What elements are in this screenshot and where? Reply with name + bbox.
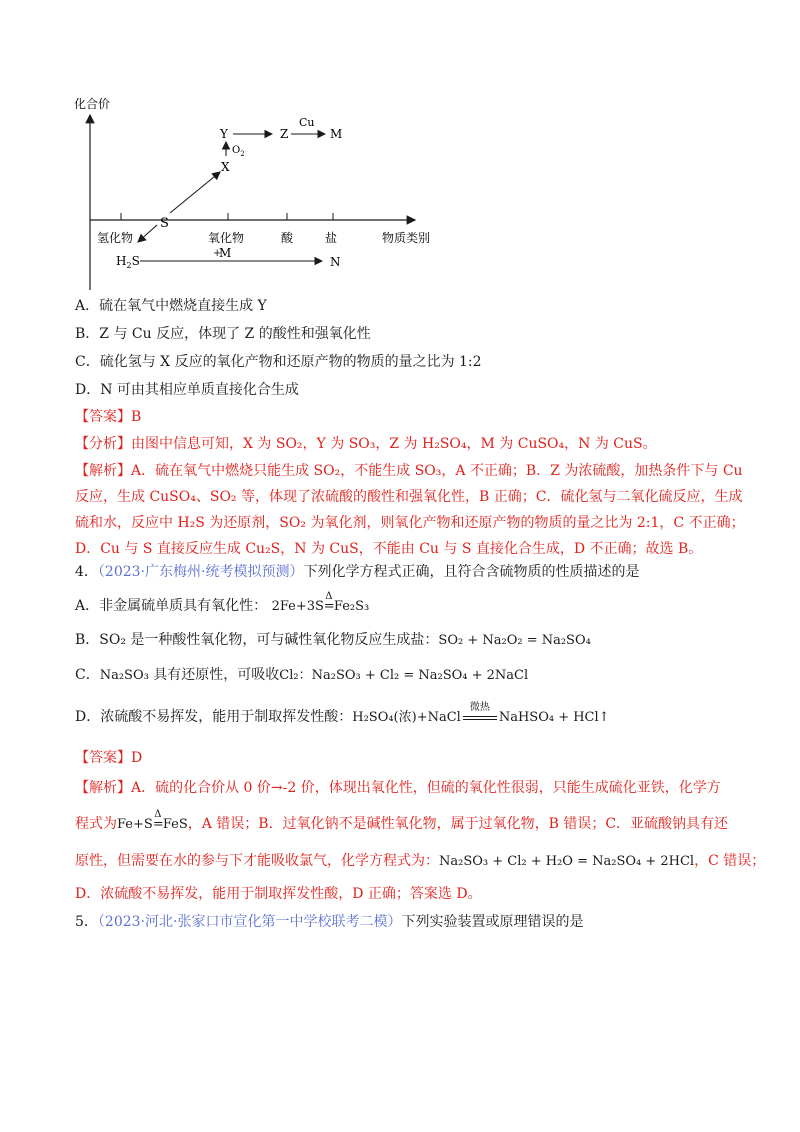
q3-analysis: 【分析】由图中信息可知，X 为 SO₂，Y 为 SO₃，Z 为 H₂SO₄，M 为 CuSO₄，N 为 CuS。 xyxy=(75,436,657,452)
x-tick-acid: 酸 xyxy=(281,231,294,245)
x-tick-oxide: 氧化物 xyxy=(208,231,245,245)
sulfur-valence-diagram xyxy=(0,0,800,300)
q4-source: （2023·广东梅州·统考模拟预测） xyxy=(97,564,304,580)
q4-option-b: B．SO₂ 是一种酸性氧化物，可与碱性氧化物反应生成盐：SO₂ + Na₂O₂ = Na₂SO₄ xyxy=(75,632,591,648)
q3-explain-line-4: D．Cu 与 S 直接反应生成 Cu₂S，N 为 CuS，不能由 Cu 与 S 直接化合生成，D 不正确；故选 B。 xyxy=(75,541,703,557)
node-s: S xyxy=(160,216,169,231)
x-tick-salt: 盐 xyxy=(325,231,338,245)
q4-stem: 4．（2023·广东梅州·统考模拟预测）下列化学方程式正确，且符合含硫物质的性质描述的是 xyxy=(75,564,640,580)
q4-explain-line-3: 原性，但需要在水的参与下才能吸收氯气，化学方程式为：Na₂SO₃ + Cl₂ + H₂O = Na₂SO₄ + 2HCl，C 错误； xyxy=(75,853,766,869)
q4-explain-line-2: 程式为Fe+S Δ =FeS，A 错误；B．过氧化钠不是碱性氧化物，属于过氧化物，B 错误；C．亚硫酸钠具有还 xyxy=(75,809,729,832)
node-y: Y xyxy=(220,127,228,141)
q4-option-d: D．浓硫酸不易挥发，能用于制取挥发性酸：H₂SO₄(浓)+NaCl 微热 NaHSO₄ + HCl↑ xyxy=(75,702,610,725)
node-m: M xyxy=(330,127,343,141)
q3-explain-line-2: 反应，生成 CuSO₄、SO₂ 等，体现了浓硫酸的酸性和强氧化性，B 正确；C．硫化氢与二氧化硫反应，生成 xyxy=(75,489,743,505)
q5-source: （2023·河北·张家口市宣化第一中学校联考二模） xyxy=(97,914,402,930)
x-axis-label: 物质类别 xyxy=(382,231,431,245)
svg-text:+: + xyxy=(213,248,222,259)
q3-option-b: B．Z 与 Cu 反应，体现了 Z 的酸性和强氧化性 xyxy=(75,326,371,342)
y-axis-label: 化合价 xyxy=(74,97,111,111)
node-x: X xyxy=(221,160,230,174)
q4-answer: 【答案】D xyxy=(75,750,143,766)
node-h2s: $H_2S$ xyxy=(116,254,140,270)
q3-explain-line-1: 【解析】A．硫在氧气中燃烧只能生成 SO₂，不能生成 SO₃，A 不正确；B．Z 为浓硫酸，加热条件下与 Cu xyxy=(75,463,743,479)
q3-answer: 【答案】B xyxy=(75,409,142,425)
edge-o2: $O_2$ xyxy=(232,145,245,158)
x-tick-hydride: 氢化物 xyxy=(97,231,134,245)
q4-explain-line-1: 【解析】A．硫的化合价从 0 价→-2 价，体现出氧化性，但硫的氧化性很弱，只能生成硫化亚铁，化学方 xyxy=(75,780,721,796)
q4-explain-line-4: D．浓硫酸不易挥发，能用于制取挥发性酸，D 正确；答案选 D。 xyxy=(75,886,482,902)
q3-option-a: A．硫在氧气中燃烧直接生成 Y xyxy=(75,298,267,314)
edge-cu: Cu xyxy=(299,116,315,129)
q4-option-a: A．非金属硫单质具有氧化性： 2Fe+3S Δ =Fe₂S₃ xyxy=(75,591,370,614)
node-n: N xyxy=(330,255,341,269)
edge-m: M xyxy=(219,246,232,260)
q5-stem: 5．（2023·河北·张家口市宣化第一中学校联考二模）下列实验装置或原理错误的是 xyxy=(75,914,584,930)
q3-option-c: C．硫化氢与 X 反应的氧化产物和还原产物的物质的量之比为 1:2 xyxy=(75,354,482,370)
node-z: Z xyxy=(280,127,289,141)
q3-explain-line-3: 硫和水，反应中 H₂S 为还原剂，SO₂ 为氧化剂，则氧化产物和还原产物的物质的量之比为 2:1，C 不正确； xyxy=(75,515,745,531)
q4-option-c: C．Na₂SO₃ 具有还原性，可吸收Cl₂：Na₂SO₃ + Cl₂ = Na₂SO₄ + 2NaCl xyxy=(75,667,529,683)
q3-option-d: D．N 可由其相应单质直接化合生成 xyxy=(75,382,299,398)
